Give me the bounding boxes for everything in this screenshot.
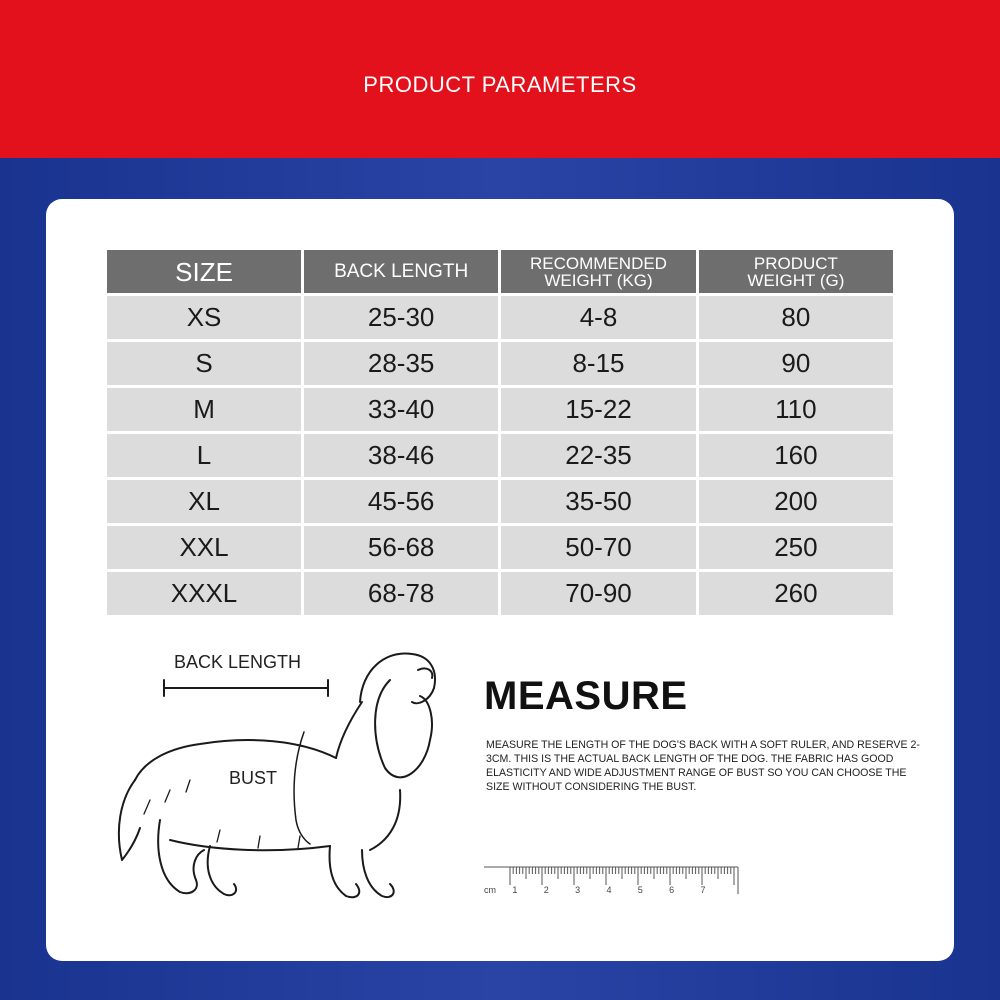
dog-chest [370, 790, 400, 850]
header-recommended-weight-line1: RECOMMENDED [530, 253, 667, 273]
cell-recommended-weight: 50-70 [501, 526, 696, 569]
cell-product-weight: 260 [699, 572, 893, 615]
banner-title: PRODUCT PARAMETERS [363, 72, 637, 97]
cell-back-length: 33-40 [304, 388, 498, 431]
cell-recommended-weight: 4-8 [501, 296, 696, 339]
dog-tail [119, 780, 140, 860]
ruler-ticks [510, 867, 734, 885]
cell-product-weight: 200 [699, 480, 893, 523]
cell-product-weight: 110 [699, 388, 893, 431]
cell-size: L [107, 434, 301, 477]
dog-front-leg [330, 846, 360, 897]
header-product-weight-line1: PRODUCT [753, 253, 838, 273]
bust-line [294, 732, 310, 844]
header-product-weight [699, 250, 893, 293]
measure-title: MEASURE [484, 674, 688, 718]
dog-outline-illustration [100, 640, 460, 910]
cell-back-length: 28-35 [304, 342, 498, 385]
ruler-unit: cm [484, 885, 496, 895]
ruler-icon [480, 860, 742, 900]
table-row [107, 342, 893, 385]
table-row [107, 480, 893, 523]
cell-size: S [107, 342, 301, 385]
header-recommended-weight [501, 250, 696, 293]
back-length-label: BACK LENGTH [174, 652, 302, 672]
ruler-number: 3 [575, 885, 581, 895]
table-row [107, 296, 893, 339]
measure-description: MEASURE THE LENGTH OF THE DOG'S BACK WITH A SOFT RULER, AND RESERVE 2-3CM. THIS IS THE ACTUAL BACK LENGTH OF THE DOG. THE FABRIC HAS GOOD ELASTICITY AND WIDE ADJUSTMENT RANGE OF BUST SO YOU CAN CHOOSE THE SIZE WITHOUT CONSIDERING THE BUST. [486, 739, 920, 793]
cell-recommended-weight: 22-35 [501, 434, 696, 477]
dog-fur [144, 780, 300, 848]
ruler-number: 7 [700, 885, 706, 895]
cell-product-weight: 90 [699, 342, 893, 385]
cell-size: M [107, 388, 301, 431]
cell-product-weight: 80 [699, 296, 893, 339]
ruler-number: 6 [669, 885, 675, 895]
cell-product-weight: 250 [699, 526, 893, 569]
cell-size: XXL [107, 526, 301, 569]
header-product-weight-line2: WEIGHT (G) [747, 270, 845, 290]
header-back-length: BACK LENGTH [304, 250, 498, 293]
cell-recommended-weight: 70-90 [501, 572, 696, 615]
dog-head [360, 653, 435, 703]
dog-hind-leg [158, 820, 204, 893]
ruler-number: 4 [606, 885, 612, 895]
table-row [107, 388, 893, 431]
dog-muzzle [418, 668, 432, 678]
cell-recommended-weight: 8-15 [501, 342, 696, 385]
table-header-row [107, 250, 893, 293]
dog-hind-leg-2 [208, 846, 236, 895]
cell-back-length: 38-46 [304, 434, 498, 477]
ruler-number: 2 [543, 885, 549, 895]
ruler-number: 5 [637, 885, 643, 895]
header-size: SIZE [107, 250, 301, 293]
cell-back-length: 25-30 [304, 296, 498, 339]
dog-front-leg-2 [362, 850, 394, 897]
cell-size: XXXL [107, 572, 301, 615]
ruler-number: 1 [512, 885, 518, 895]
cell-size: XL [107, 480, 301, 523]
cell-recommended-weight: 15-22 [501, 388, 696, 431]
dog-ear [375, 680, 432, 777]
table-row [107, 434, 893, 477]
table-row [107, 526, 893, 569]
table-row [107, 572, 893, 615]
cell-size: XS [107, 296, 301, 339]
cell-recommended-weight: 35-50 [501, 480, 696, 523]
header-recommended-weight-line2: WEIGHT (KG) [544, 270, 653, 290]
cell-back-length: 56-68 [304, 526, 498, 569]
bust-label: BUST [229, 768, 278, 788]
dog-neck [336, 702, 362, 758]
cell-back-length: 45-56 [304, 480, 498, 523]
size-table [104, 247, 896, 618]
cell-back-length: 68-78 [304, 572, 498, 615]
cell-product-weight: 160 [699, 434, 893, 477]
